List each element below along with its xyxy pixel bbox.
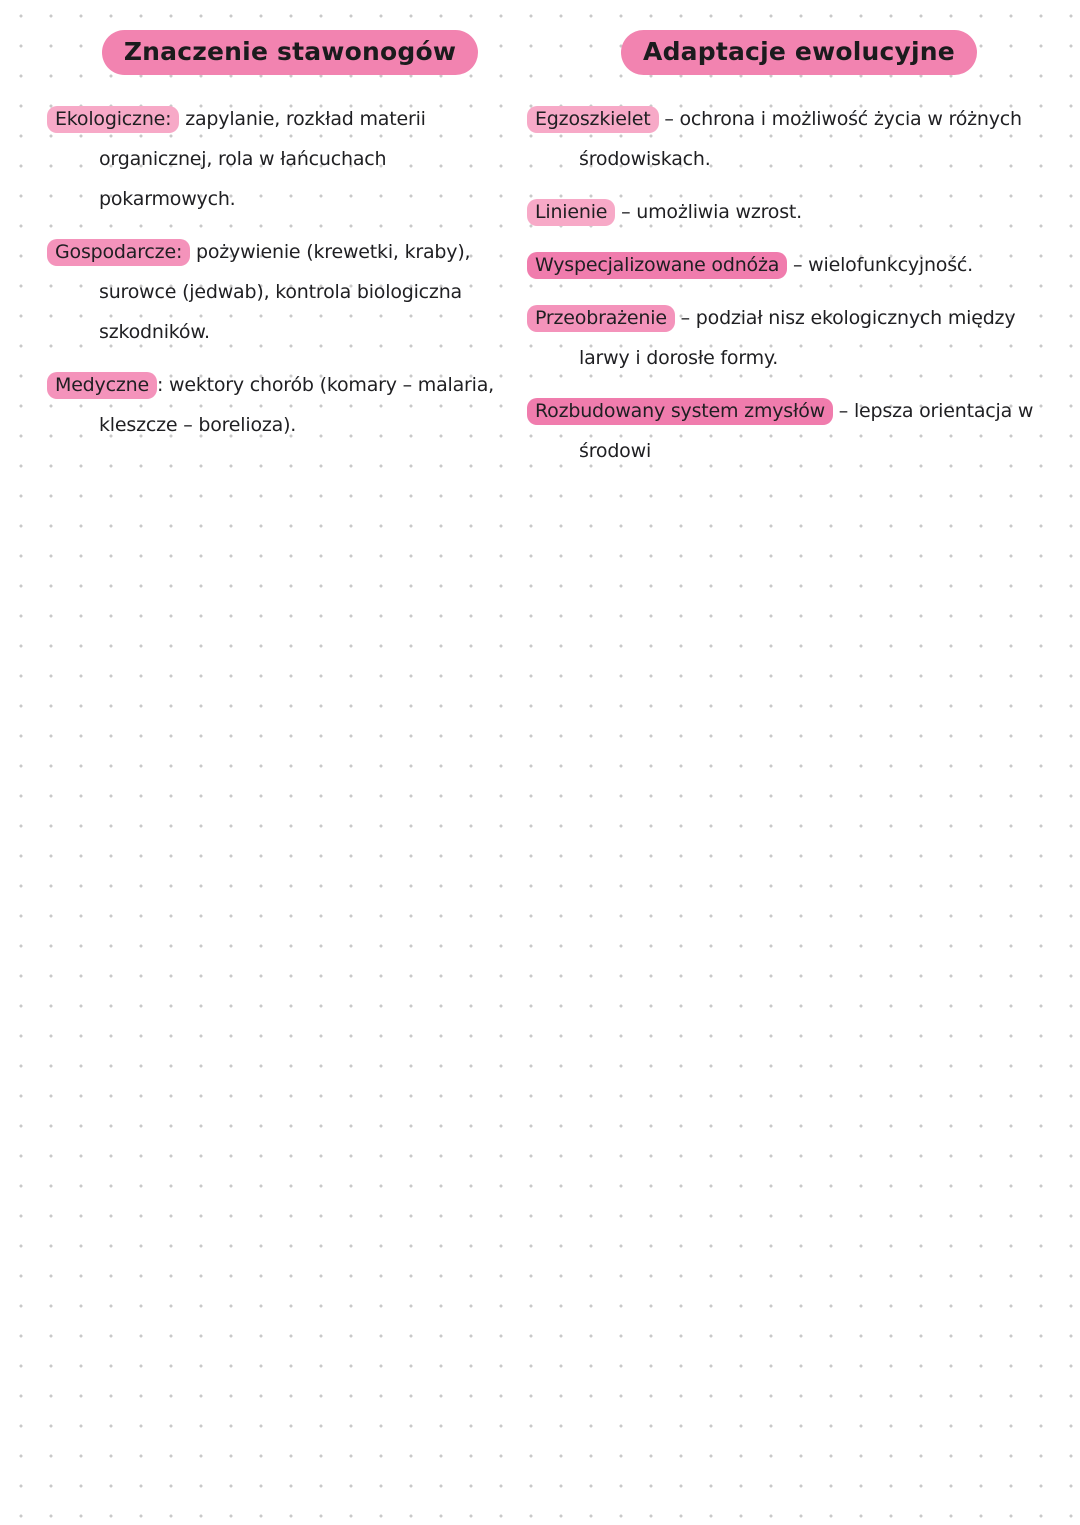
note-line: surowce (jedwab), kontrola biologiczna (99, 281, 462, 303)
note-item (535, 99, 1063, 179)
note-line: środowi (579, 440, 652, 462)
section-title-pill (102, 30, 478, 75)
note-item (535, 192, 1063, 232)
highlighted-term: Rozbudowany system zmysłów (527, 398, 833, 425)
note-line: larwy i dorosłe formy. (579, 347, 779, 369)
note-item (535, 391, 1063, 471)
note-item (535, 245, 1063, 285)
note-line: organicznej, rola w łańcuchach (99, 148, 387, 170)
note-line: szkodników. (99, 321, 210, 343)
note-item (55, 232, 525, 352)
highlighted-term: Medyczne (47, 372, 157, 399)
highlighted-term: Gospodarcze: (47, 239, 190, 266)
notes-list (55, 99, 525, 445)
note-line: Egzoszkielet – ochrona i możliwość życia w różnych (535, 99, 1063, 139)
note-line: kleszcze – borelioza). (99, 414, 297, 436)
note-line: Ekologiczne: zapylanie, rozkład materii (55, 99, 525, 139)
section-title-pill (621, 30, 977, 75)
note-item (55, 99, 525, 219)
note-item (535, 298, 1063, 378)
note-line: Linienie – umożliwia wzrost. (535, 192, 1063, 232)
section-title: Adaptacje ewolucyjne (643, 37, 955, 66)
highlighted-term: Linienie (527, 199, 615, 226)
note-line: Przeobrażenie – podział nisz ekologicznych między (535, 298, 1063, 338)
note-line: Wyspecjalizowane odnóża – wielofunkcyjność. (535, 245, 1063, 285)
highlighted-term: Egzoszkielet (527, 106, 659, 133)
highlighted-term: Ekologiczne: (47, 106, 179, 133)
highlighted-term: Przeobrażenie (527, 305, 675, 332)
note-line: pokarmowych. (99, 188, 236, 210)
note-line: Medyczne : wektory chorób (komary – malaria, (55, 365, 525, 405)
note-line: Gospodarcze: pożywienie (krewetki, kraby), (55, 232, 525, 272)
columns-wrapper (0, 0, 1080, 484)
column-left (55, 30, 525, 458)
highlighted-term: Wyspecjalizowane odnóża (527, 252, 787, 279)
section-title: Znaczenie stawonogów (123, 37, 457, 66)
note-line: środowiskach. (579, 148, 711, 170)
notes-list (535, 99, 1063, 471)
note-item (55, 365, 525, 445)
column-right (535, 30, 1063, 484)
note-line: Rozbudowany system zmysłów – lepsza orientacja w (535, 391, 1063, 431)
